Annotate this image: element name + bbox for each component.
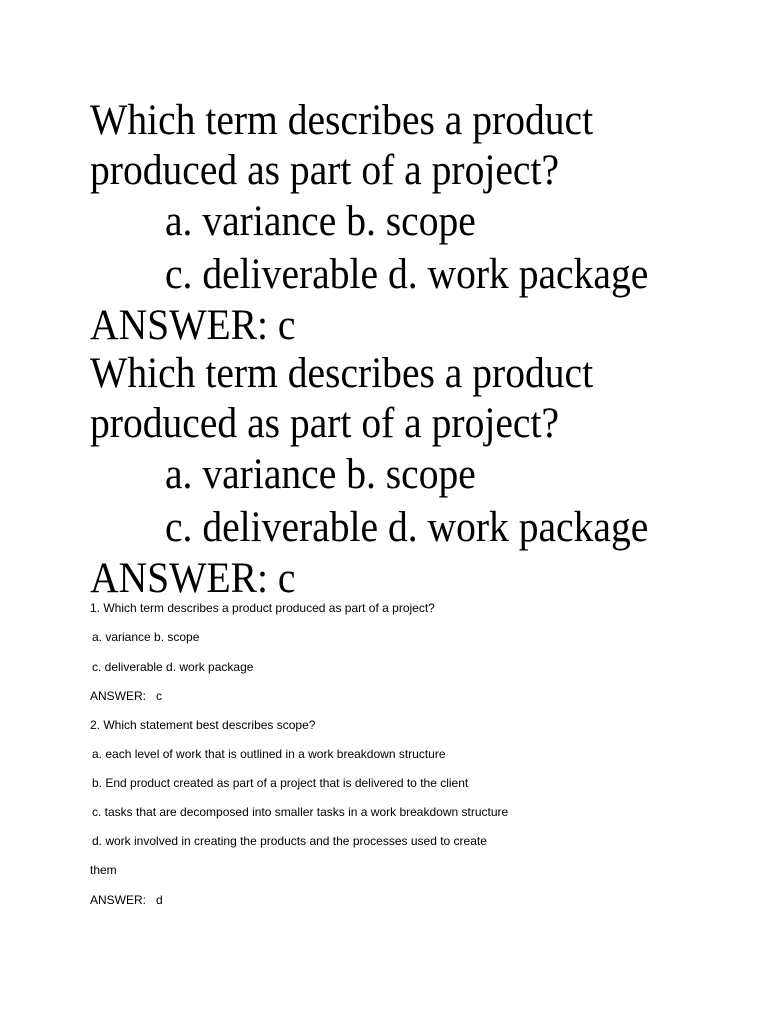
answer-key: ANSWER: c	[90, 689, 163, 703]
question-text: Which term describes a product	[90, 97, 594, 144]
answer-options: c. deliverable d. work package	[165, 504, 649, 551]
answer-options: a. variance b. scope	[165, 198, 476, 245]
question-text: 1. Which term describes a product produced as part of a project?	[90, 601, 435, 615]
answer-key: ANSWER: c	[90, 302, 296, 349]
answer-option: a. variance b. scope	[92, 630, 200, 644]
answer-option: them	[90, 863, 117, 877]
answer-option: a. each level of work that is outlined in a work breakdown structure	[92, 747, 446, 761]
question-text: Which term describes a product	[90, 350, 594, 397]
answer-option: d. work involved in creating the products and the processes used to create	[92, 834, 487, 848]
answer-options: c. deliverable d. work package	[165, 251, 649, 298]
question-text: produced as part of a project?	[90, 400, 560, 447]
answer-key: ANSWER: d	[90, 893, 163, 907]
answer-options: a. variance b. scope	[165, 451, 476, 498]
question-text: 2. Which statement best describes scope?	[90, 718, 316, 732]
answer-option: c. deliverable d. work package	[92, 660, 254, 674]
question-text: produced as part of a project?	[90, 147, 560, 194]
answer-option: b. End product created as part of a project that is delivered to the client	[92, 776, 469, 790]
answer-key: ANSWER: c	[90, 555, 296, 602]
answer-option: c. tasks that are decomposed into smaller tasks in a work breakdown structure	[92, 805, 509, 819]
